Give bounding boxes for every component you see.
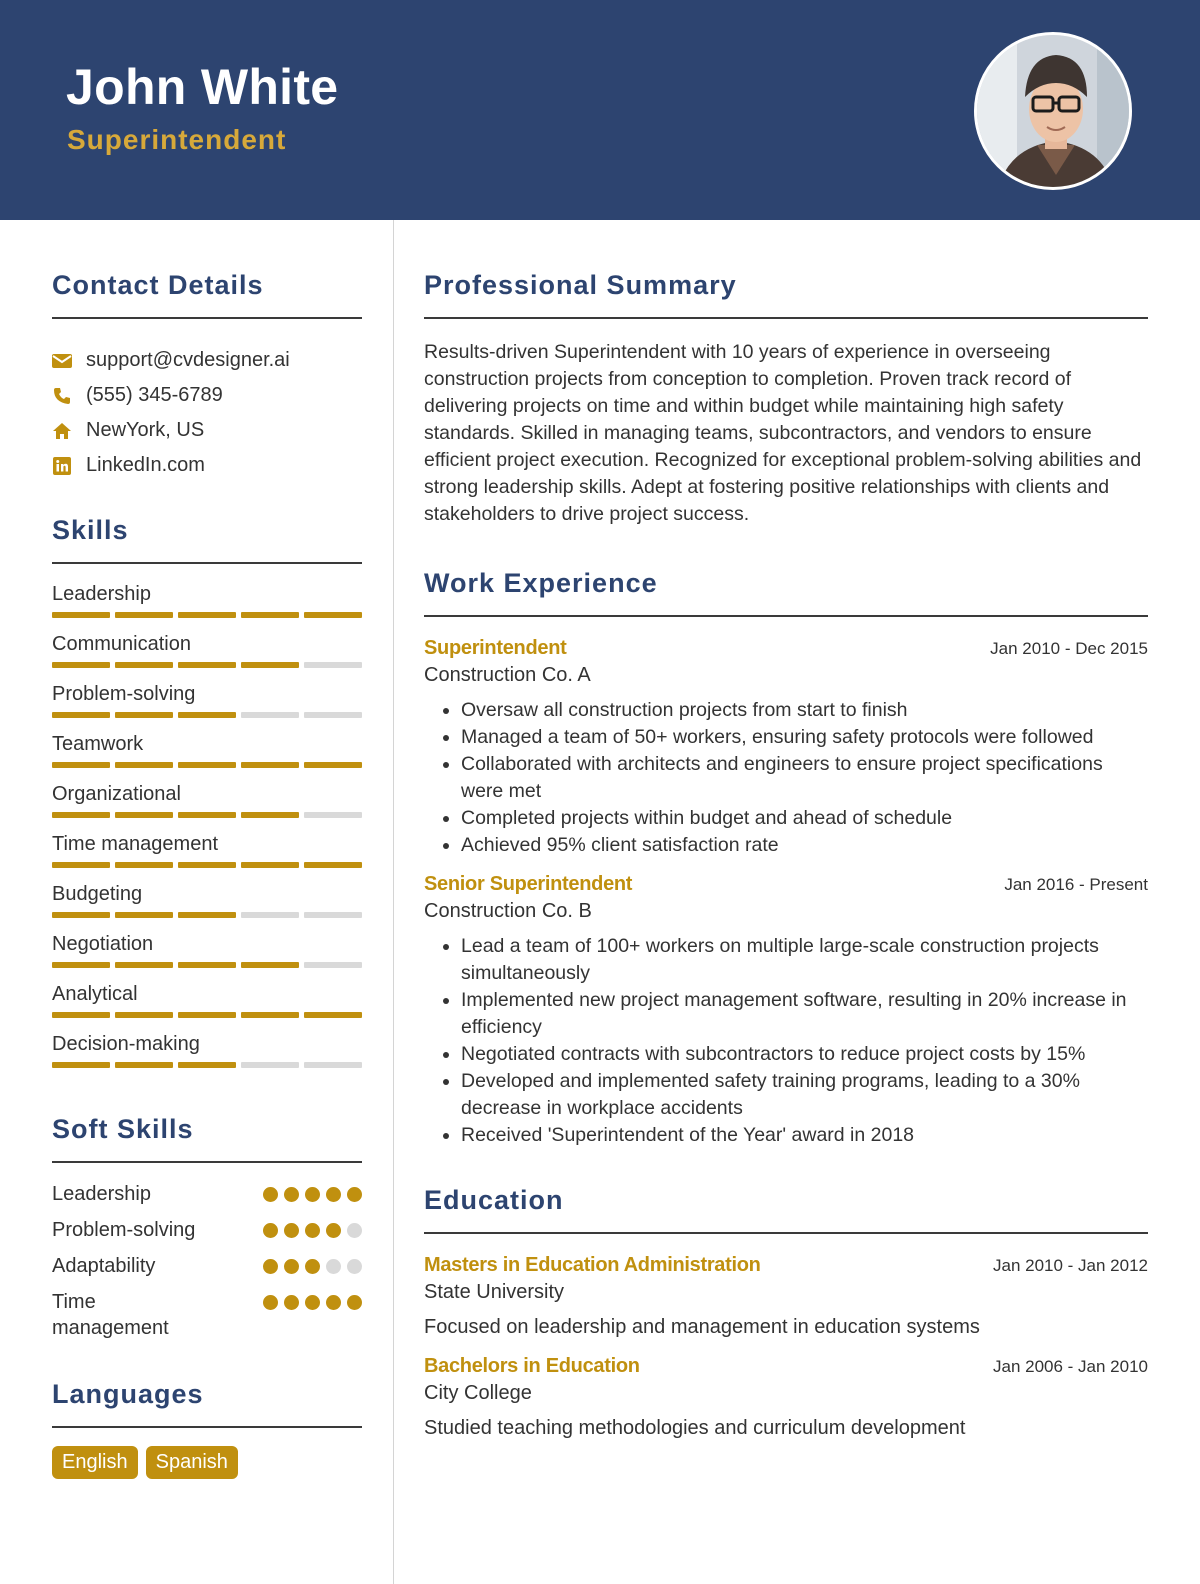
job-bullet: • Completed projects within budget and ahead of schedule [461,805,1148,832]
job-bullet: • Received 'Superintendent of the Year' award in 2018 [461,1122,1148,1149]
education-entry [424,1355,1148,1440]
contact-email-text: support@cvdesigner.ai [86,349,290,371]
skill-item [52,830,362,880]
language-badge: Spanish [146,1446,238,1479]
education-school: State University [424,1281,565,1303]
rating-dot [305,1223,320,1238]
language-badge: English [52,1446,138,1479]
job-entry [424,873,1148,1149]
job-bullet: • Developed and implemented safety training programs, leading to a 30% decrease in workplace accidents [461,1068,1148,1122]
left-column [52,220,362,1479]
rating-dot [305,1259,320,1274]
job-header [424,873,1148,896]
skill-level-segment [178,962,236,968]
skill-label: Budgeting [52,883,143,905]
soft-skill-label: Time management [52,1291,169,1339]
soft-skill-label: Leadership [52,1183,151,1205]
soft-skills-section [52,1114,362,1341]
skill-item [52,980,362,1030]
summary-title: Professional Summary [424,270,1148,319]
job-dates: Jan 2016 - Present [1004,875,1148,894]
job-bullet: • Oversaw all construction projects from start to finish [461,697,1148,724]
skill-level-segment [241,962,299,968]
education-degree: Masters in Education Administration [424,1254,761,1276]
skill-level-bar [52,1062,362,1068]
profile-photo [974,32,1132,190]
contact-email[interactable] [52,343,362,378]
soft-skill-rating [263,1295,362,1310]
skill-label: Problem-solving [52,683,196,705]
contact-phone-text: (555) 345-6789 [86,384,223,406]
skill-item [52,930,362,980]
soft-skill-item [52,1289,362,1341]
skill-item [52,880,362,930]
contact-section [52,270,362,483]
contact-location-text: NewYork, US [86,419,205,441]
education-description: Focused on leadership and management in education systems [424,1316,980,1338]
skill-level-segment [115,1062,173,1068]
skill-level-segment [52,862,110,868]
rating-dot [284,1295,299,1310]
skill-level-segment [115,1012,173,1018]
rating-dot [284,1187,299,1202]
skill-level-segment [304,1012,362,1018]
education-entry [424,1254,1148,1339]
languages-title: Languages [52,1379,362,1428]
rating-dot [263,1187,278,1202]
skill-level-segment [241,912,299,918]
column-divider [393,220,394,1584]
skill-level-bar [52,912,362,918]
skill-level-segment [304,962,362,968]
skill-level-bar [52,612,362,618]
skills-section [52,515,362,1080]
education-school: City College [424,1382,532,1404]
education-degree: Bachelors in Education [424,1355,640,1377]
rating-dot [263,1295,278,1310]
job-bullet: • Negotiated contracts with subcontractors to reduce project costs by 15% [461,1041,1148,1068]
rating-dot [326,1259,341,1274]
skill-level-segment [178,1012,236,1018]
skill-item [52,1030,362,1080]
summary-text: Results-driven Superintendent with 10 years of experience in overseeing construction projects from conception to completion. Proven track record of delivering projects on time and within budget while maintaining high safety standards. Skilled in managing teams, subcontractors, and vendors to ensure efficient project execution. Recognized for exceptional problem-solving abilities and strong leadership skills. Adept at fostering positive relationships with clients and stakeholders to drive project success. [424,341,1142,525]
skill-level-segment [52,1062,110,1068]
skills-title: Skills [52,515,362,564]
job-bullet: • Collaborated with architects and engineers to ensure project specifications were met [461,751,1148,805]
skill-label: Analytical [52,983,138,1005]
experience-title: Work Experience [424,568,1148,617]
skill-level-segment [178,712,236,718]
rating-dot [305,1295,320,1310]
rating-dot [347,1259,362,1274]
contact-location [52,413,362,448]
skill-label: Time management [52,833,218,855]
skill-level-segment [304,912,362,918]
education-title: Education [424,1185,1148,1234]
skill-level-segment [178,762,236,768]
candidate-name: John White [66,59,339,115]
skill-level-segment [241,1012,299,1018]
home-icon [52,421,72,441]
skill-level-segment [52,612,110,618]
skill-level-bar [52,762,362,768]
summary-section [424,270,1148,528]
skill-label: Negotiation [52,933,154,955]
skill-level-segment [304,612,362,618]
linkedin-icon [52,456,72,476]
skill-level-bar [52,962,362,968]
rating-dot [284,1259,299,1274]
skill-item [52,630,362,680]
skill-level-segment [52,712,110,718]
skill-level-segment [241,712,299,718]
right-column [424,220,1148,1440]
skill-level-bar [52,662,362,668]
job-header [424,637,1148,660]
contact-linkedin-text: LinkedIn.com [86,454,205,476]
phone-icon [52,386,72,406]
skill-level-segment [115,812,173,818]
skill-level-segment [241,862,299,868]
job-company: Construction Co. B [424,900,592,922]
skill-level-segment [115,962,173,968]
skill-level-segment [304,1062,362,1068]
resume-header [0,0,1200,220]
soft-skill-rating [263,1259,362,1274]
skill-item [52,580,362,630]
envelope-icon [52,351,72,371]
skill-label: Leadership [52,583,151,605]
rating-dot [284,1223,299,1238]
skill-level-segment [115,712,173,718]
rating-dot [263,1259,278,1274]
job-bullet: • Lead a team of 100+ workers on multiple large-scale construction projects simultaneously [461,933,1148,987]
education-dates: Jan 2006 - Jan 2010 [992,1357,1148,1376]
skill-level-segment [178,612,236,618]
skill-level-segment [52,912,110,918]
rating-dot [326,1295,341,1310]
skill-level-segment [52,1012,110,1018]
skill-level-segment [241,612,299,618]
skill-level-segment [178,812,236,818]
skill-level-segment [115,762,173,768]
skill-item [52,780,362,830]
education-dates: Jan 2010 - Jan 2012 [992,1256,1148,1275]
education-header [424,1355,1148,1378]
job-role: Senior Superintendent [424,873,633,895]
skill-level-segment [304,812,362,818]
job-dates: Jan 2010 - Dec 2015 [990,639,1148,658]
rating-dot [347,1223,362,1238]
experience-section [424,568,1148,1149]
education-section [424,1185,1148,1440]
job-bullet: • Managed a team of 50+ workers, ensuring safety protocols were followed [461,724,1148,751]
job-bullets [424,697,1148,859]
skill-level-segment [241,812,299,818]
skill-level-bar [52,712,362,718]
skill-level-segment [304,862,362,868]
soft-skill-rating [263,1187,362,1202]
skill-level-segment [241,1062,299,1068]
candidate-title: Superintendent [67,124,287,155]
skill-level-segment [178,912,236,918]
skill-item [52,680,362,730]
skill-level-segment [52,962,110,968]
skill-label: Communication [52,633,191,655]
job-bullet: • Achieved 95% client satisfaction rate [461,832,1148,859]
job-entry [424,637,1148,859]
job-bullet: • Implemented new project management software, resulting in 20% increase in efficiency [461,987,1148,1041]
contact-phone[interactable] [52,378,362,413]
contact-linkedin[interactable] [52,448,362,483]
skill-label: Organizational [52,783,181,805]
soft-skill-item [52,1253,362,1279]
soft-skill-item [52,1217,362,1243]
job-bullets [424,933,1148,1149]
education-description: Studied teaching methodologies and curriculum development [424,1417,966,1439]
skill-level-segment [178,1062,236,1068]
skill-level-segment [241,762,299,768]
job-role: Superintendent [424,637,567,659]
skill-level-segment [178,662,236,668]
job-company: Construction Co. A [424,664,591,686]
skill-level-segment [304,712,362,718]
skill-level-bar [52,862,362,868]
skill-level-segment [52,812,110,818]
soft-skills-title: Soft Skills [52,1114,362,1163]
rating-dot [347,1295,362,1310]
skill-level-bar [52,812,362,818]
rating-dot [305,1187,320,1202]
skill-level-segment [241,662,299,668]
languages-section [52,1379,362,1479]
soft-skill-item [52,1181,362,1207]
soft-skill-label: Adaptability [52,1255,156,1277]
skill-level-segment [52,762,110,768]
skill-level-bar [52,1012,362,1018]
skill-label: Teamwork [52,733,144,755]
skill-level-segment [304,662,362,668]
rating-dot [263,1223,278,1238]
skill-level-segment [115,662,173,668]
skill-level-segment [115,612,173,618]
skill-level-segment [115,912,173,918]
contact-title: Contact Details [52,270,362,319]
soft-skill-label: Problem-solving [52,1219,196,1241]
skill-level-segment [178,862,236,868]
education-header [424,1254,1148,1277]
skill-level-segment [304,762,362,768]
rating-dot [326,1223,341,1238]
skill-level-segment [52,662,110,668]
soft-skill-rating [263,1223,362,1238]
skill-item [52,730,362,780]
skill-label: Decision-making [52,1033,200,1055]
skill-level-segment [115,862,173,868]
rating-dot [347,1187,362,1202]
rating-dot [326,1187,341,1202]
